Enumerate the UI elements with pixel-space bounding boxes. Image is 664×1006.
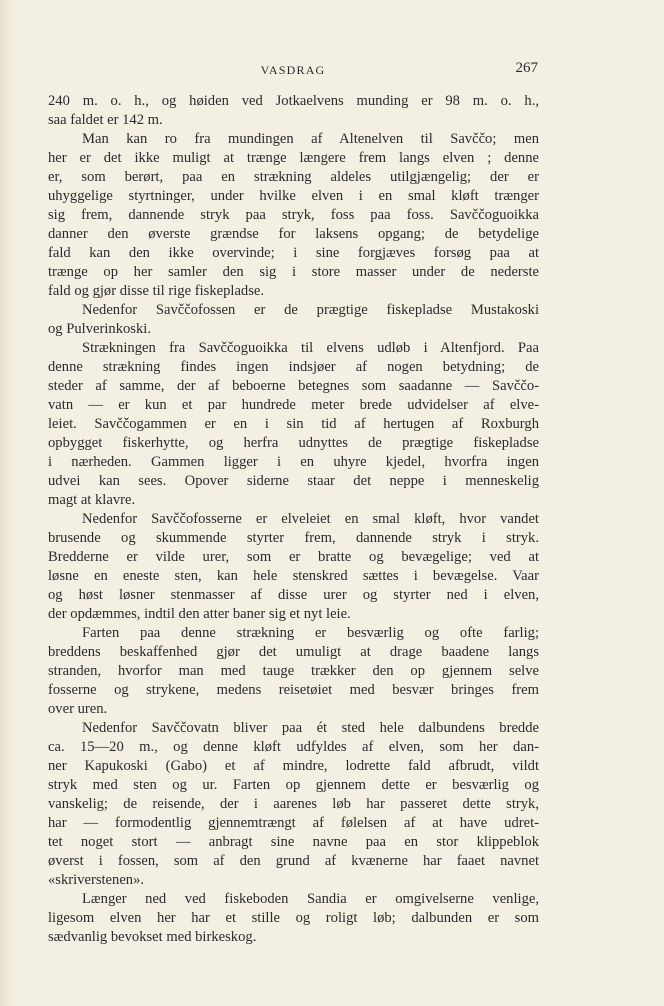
text-line: saa faldet er 142 m. [48, 112, 163, 128]
text-line: stryk med sten og ur. Farten op gjennem dette er besværlig og [48, 777, 539, 793]
text-line: stranden, hvorfor man med tauge trækker den op gjennem selve [48, 663, 539, 679]
text-line: og høst løsner stenmasser af disse urer og styrter ned i elven, [48, 587, 539, 603]
page-number: 267 [515, 60, 538, 76]
text-line: fald og gjør disse til rige fiskepladse. [48, 283, 265, 299]
text-line: Nedenfor Savččovatn bliver paa ét sted hele dalbundens bredde [82, 720, 539, 736]
text-line: øverst i fossen, som af den grund af kvænerne har faaet navnet [48, 853, 539, 869]
text-line: her er det ikke muligt at trænge længere frem langs elven ; denne [48, 150, 539, 166]
running-head: VASDRAG [260, 63, 326, 77]
text-line: Strækningen fra Savččoguoikka til elvens udløb i Altenfjord. Paa [82, 340, 539, 356]
text-line: i nærheden. Gammen ligger i en uhyre kjedel, hvorfra ingen [48, 454, 539, 470]
text-line: trænge op her samler den sig i store masser under de nederste [48, 264, 539, 280]
text-line: ligesom elven her har et stille og roligt løb; dalbunden er som [48, 910, 539, 926]
text-line: Farten paa denne strækning er besværlig og ofte farlig; [82, 625, 539, 641]
text-line: vanskelig; de reisende, der i aarenes løb har passeret dette stryk, [48, 796, 539, 812]
text-line: breddens beskaffenhed gjør det umuligt at drage baadene langs [48, 644, 539, 660]
text-line: er, som berørt, paa en strækning aldeles utilgjængelig; der er [48, 169, 539, 185]
text-line: vatn — er kun et par hundrede meter brede udvidelser af elve- [48, 397, 539, 413]
text-line: sig frem, dannende stryk paa stryk, foss paa foss. Savččoguoikka [48, 207, 539, 223]
text-line: Bredderne er vilde urer, som er bratte og bevægelige; ved at [48, 549, 539, 565]
text-line: ca. 15—20 m., og denne kløft udfyldes af elven, som her dan- [48, 739, 539, 755]
text-line: der opdæmmes, indtil den atter baner sig et nyt leie. [48, 606, 351, 622]
text-line: ner Kapukoski (Gabo) et af mindre, lodrette fald afbrudt, vildt [48, 758, 539, 774]
page-header [48, 60, 538, 82]
text-line: «skriverstenen». [48, 872, 145, 888]
text-line: fald kan den ikke overvinde; i sine forgjæves forsøg paa at [48, 245, 539, 261]
text-line: danner den øverste grændse for laksens opgang; de betydelige [48, 226, 539, 242]
text-line: og Pulverinkoski. [48, 321, 151, 337]
text-line: denne strækning findes ingen indsjøer af nogen betydning; de [48, 359, 539, 375]
text-line: Nedenfor Savččofosserne er elveleiet en smal kløft, hvor vandet [82, 511, 539, 527]
text-line: leiet. Savččogammen er en i sin tid af hertugen af Roxburgh [48, 416, 539, 432]
text-line: udvei kan sees. Opover siderne staar det neppe i menneskelig [48, 473, 539, 489]
text-line: opbygget fiskerhytte, og herfra udnyttes de prægtige fiskepladse [48, 435, 539, 451]
text-line: uhyggelige styrtninger, under hvilke elven i en smal kløft trænger [48, 188, 539, 204]
text-line: Nedenfor Savččofossen er de prægtige fiskepladse Mustakoski [82, 302, 539, 318]
text-line: Længer ned ved fiskeboden Sandia er omgivelserne venlige, [82, 891, 539, 907]
text-line: 240 m. o. h., og høiden ved Jotkaelvens munding er 98 m. o. h., [48, 93, 539, 109]
text-line: sædvanlig bevokset med birkeskog. [48, 929, 257, 945]
text-line: tet noget stort — anbragt sine navne paa en stor klippeblok [48, 834, 539, 850]
page-edge-shadow [0, 0, 14, 1006]
text-line: brusende og skummende styrter frem, dannende stryk i stryk. [48, 530, 539, 546]
text-line: over uren. [48, 701, 108, 717]
text-line: fosserne og strykene, medens reisetøiet med besvær bringes frem [48, 682, 539, 698]
text-line: magt at klavre. [48, 492, 136, 508]
text-line: løsne en eneste sten, kan hele stenskred sættes i bevægelse. Vaar [48, 568, 539, 584]
body-text [48, 92, 539, 947]
text-line: Man kan ro fra mundingen af Altenelven til Savččo; men [82, 131, 539, 147]
text-line: steder af samme, der af beboerne betegnes som saadanne — Savččo- [48, 378, 539, 394]
text-line: har — formodentlig gjennemtrængt af følelsen af at have udret- [48, 815, 539, 831]
